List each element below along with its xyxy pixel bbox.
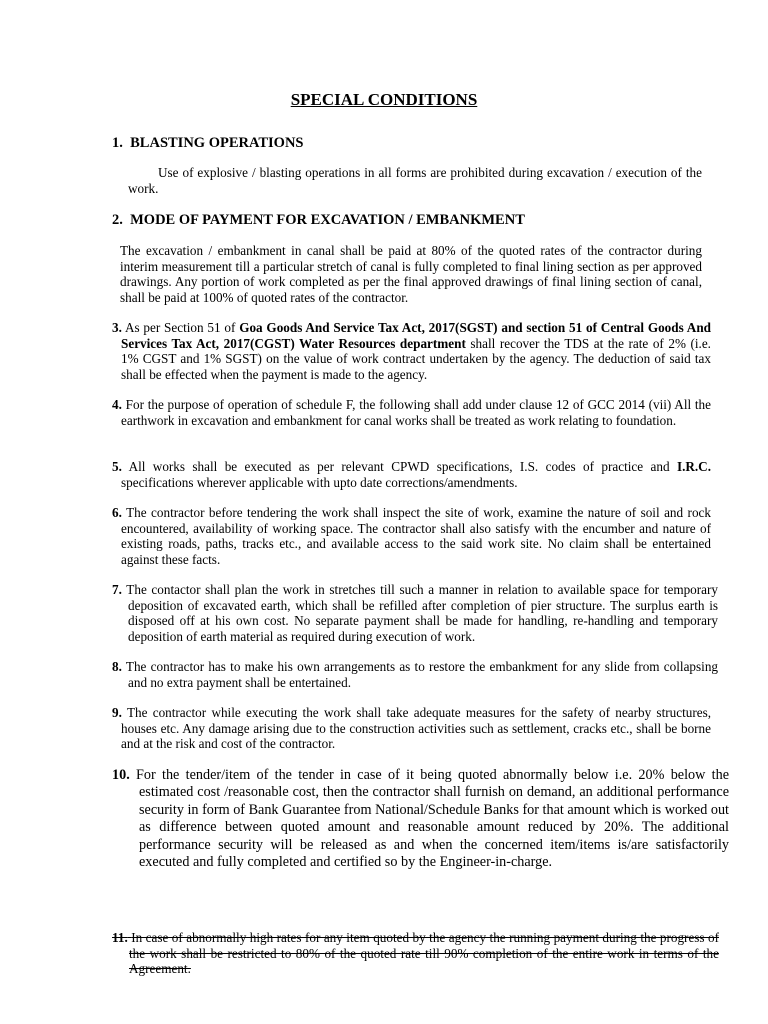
clause-4: [112, 397, 711, 428]
section-heading-text: MODE OF PAYMENT FOR EXCAVATION / EMBANKMENT: [130, 212, 525, 228]
clause-6: [112, 505, 711, 567]
clause-text: The contactor shall plan the work in stretches till such a manner in relation to available space for temporary deposition of excavated earth, which shall be refilled after completion of pier structure. The surplus earth is disposed off at his own cost. No separate payment shall be made for handling, re-handling and temporary deposition of earth material as required during execution of work.: [126, 582, 719, 644]
clause-3: [112, 320, 711, 382]
section-1-heading: [112, 134, 712, 152]
clause-text: For the tender/item of the tender in case of it being quoted abnormally below i.e. 20% below the estimated cost /reasonable cost, then the contractor shall furnish on demand, an additional performance security in form of Bank Guarantee from National/Schedule Banks for that amount which is worked out as difference between quoted amount and reasonable amount reduced by 20%. The additional performance security will be released as and when the concerned item/items is/are satisfactorily executed and fully completed and certified so by the Engineer-in-charge.: [136, 767, 729, 871]
clause-11-struck: [112, 930, 719, 977]
clause-number: 4.: [112, 397, 122, 412]
clause-text: For the purpose of operation of schedule F, the following shall add under clause 12 of GCC 2014 (vii) All the earthwork in excavation and embankment for canal works shall be treated as work relating to foundation.: [121, 397, 711, 428]
clause-5: [112, 459, 711, 490]
clause-9: [112, 705, 711, 752]
clause-text-post: shall recover the TDS at the rate of 2% (i.e. 1% CGST and 1% SGST) on the value of work contract undertaken by the agency. The deduction of said tax shall be effected when the payment is made to the agency.: [121, 335, 711, 382]
clause-text: In case of abnormally high rates for any item quoted by the agency the running payment during the progress of the work shall be restricted to 80% of the quoted rate till 90% completion of the entire work in terms of the Agreement.: [129, 930, 719, 977]
clause-number: 5.: [112, 459, 122, 474]
section-number: 1.: [112, 135, 123, 151]
clause-text-pre: All works shall be executed as per relevant CPWD specifications, I.S. codes of practice and: [128, 459, 677, 474]
clause-8: [112, 659, 718, 690]
section-number: 2.: [112, 212, 123, 228]
clause-text: The contractor while executing the work shall take adequate measures for the safety of nearby structures, houses etc. Any damage arising due to the construction activities such as settlement, cracks etc., shall be borne and at the risk and cost of the contractor.: [121, 705, 711, 752]
clause-text: The contractor before tendering the work shall inspect the site of work, examine the nature of soil and rock encountered, availability of working space. The contractor shall also satisfy with the encumber and nature of existing roads, paths, tracks etc., and available access to the said work site. No claim shall be entertained against these facts.: [121, 505, 711, 567]
clause-10: [112, 767, 729, 871]
clause-number: 8.: [112, 659, 122, 674]
section-1-body: Use of explosive / blasting operations in all forms are prohibited during excavation / execution of the work.: [128, 165, 702, 196]
clause-text-bold: I.R.C.: [676, 459, 712, 474]
clause-text-post: specifications wherever applicable with upto date corrections/amendments.: [121, 474, 518, 490]
clause-number: 3.: [112, 320, 122, 335]
section-2-heading: [112, 211, 712, 229]
page-title: SPECIAL CONDITIONS: [290, 90, 478, 109]
section-2-body: The excavation / embankment in canal shall be paid at 80% of the quoted rates of the contractor during interim measurement till a particular stretch of canal is fully completed to final lining section as per approved drawings. Any portion of work completed as per the final approved drawings of final lining section of canal, shall be paid at 100% of quoted rates of the contractor.: [120, 243, 702, 305]
clause-number: 10.: [112, 767, 130, 783]
clause-number: 9.: [112, 705, 122, 720]
section-heading-text: BLASTING OPERATIONS: [130, 135, 304, 151]
clause-number: 7.: [112, 582, 122, 597]
clause-text-bold: Goa Goods And Service Tax Act, 2017(SGST) and section 51 of Central Goods And Services Tax Act, 2017(CGST) Water Resources department: [121, 320, 711, 351]
clause-7: [112, 582, 718, 644]
clause-text-pre: As per Section 51 of: [124, 320, 240, 335]
clause-text: The contractor has to make his own arrangements as to restore the embankment for any slide from collapsing and no extra payment shall be entertained.: [125, 659, 719, 690]
clause-number: 6.: [112, 505, 122, 520]
clause-number: 11.: [112, 930, 128, 945]
